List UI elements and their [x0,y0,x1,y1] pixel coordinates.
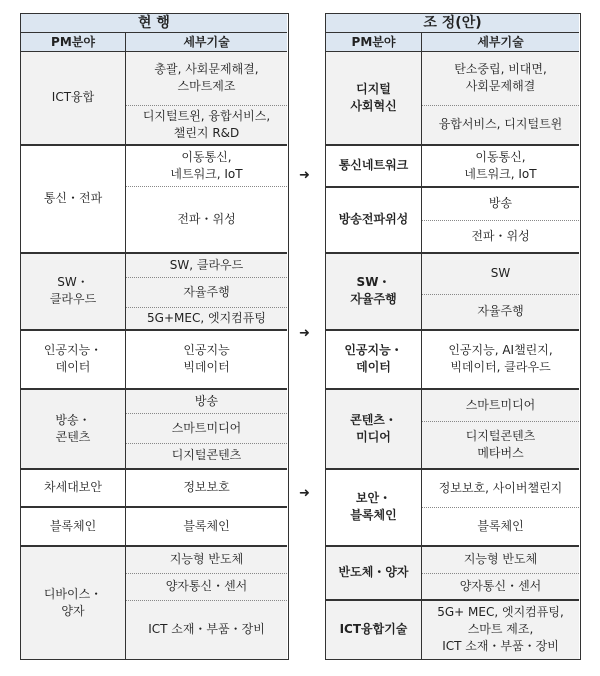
pm-field-cell: 콘텐츠・ 미디어 [326,390,422,470]
tech-cell: 이동통신, 네트워크, IoT [126,146,287,187]
tech-cell: 융합서비스, 디지털트윈 [422,106,579,146]
tech-cell: 전파・위성 [126,187,287,254]
tech-cell: 블록체인 [422,508,579,547]
pm-field-cell: 통신・전파 [21,146,126,254]
tech-cell: 양자통신・센서 [422,574,579,601]
tech-cell: 정보보호 [126,470,287,508]
pm-field-cell: 블록체인 [21,508,126,547]
pm-field-cell: 반도체・양자 [326,547,422,601]
proposed-table [325,13,581,660]
pm-field-cell: ICT융합 [21,52,126,146]
tech-cell: 인공지능, AI챌린지, 빅데이터, 클라우드 [422,331,579,390]
current-col-tech: 세부기술 [126,33,287,53]
current-col-pm: PM분야 [21,33,126,53]
arrow-icon: ➜ [299,486,310,501]
proposed-col-tech: 세부기술 [422,33,579,53]
tech-cell: 총괄, 사회문제해결, 스마트제조 [126,52,287,106]
pm-field-cell: 인공지능・ 데이터 [326,331,422,390]
tech-cell: 블록체인 [126,508,287,547]
pm-field-cell: 방송・ 콘텐츠 [21,390,126,470]
proposed-col-pm: PM분야 [326,33,422,53]
tech-cell: SW, 클라우드 [126,254,287,278]
tech-cell: 이동통신, 네트워크, IoT [422,146,579,188]
tech-cell: 인공지능 빅데이터 [126,331,287,390]
tech-cell: 전파・위성 [422,221,579,254]
pm-field-cell: ICT융합기술 [326,601,422,659]
tech-cell: 방송 [126,390,287,414]
tech-cell: 지능형 반도체 [126,547,287,574]
pm-field-cell: SW・ 자율주행 [326,254,422,331]
tech-cell: 스마트미디어 [126,414,287,444]
pm-field-cell: 방송전파위성 [326,188,422,254]
tech-cell: 디지털콘텐츠 [126,444,287,470]
tech-cell: 5G+MEC, 엣지컴퓨팅 [126,308,287,331]
tech-cell: SW [422,254,579,295]
pm-field-cell: 통신네트워크 [326,146,422,188]
tech-cell: 디지털콘텐츠 메타버스 [422,422,579,470]
proposed-title: 조 정(안) [326,14,579,33]
current-title: 현 행 [21,14,287,33]
pm-field-cell: 차세대보안 [21,470,126,508]
pm-field-cell: 보안・ 블록체인 [326,470,422,547]
pm-field-cell: 디바이스・ 양자 [21,547,126,659]
tech-cell: 탄소중립, 비대면, 사회문제해결 [422,52,579,106]
pm-field-cell: 디지털 사회혁신 [326,52,422,146]
tech-cell: 자율주행 [422,295,579,331]
tech-cell: 5G+ MEC, 엣지컴퓨팅, 스마트 제조, ICT 소재・부품・장비 [422,601,579,659]
arrow-icon: ➜ [299,168,310,183]
tech-cell: ICT 소재・부품・장비 [126,601,287,659]
pm-field-cell: SW・ 클라우드 [21,254,126,331]
pm-field-cell: 인공지능・ 데이터 [21,331,126,390]
tech-cell: 디지털트윈, 융합서비스, 챌린지 R&D [126,106,287,146]
tech-cell: 스마트미디어 [422,390,579,422]
tech-cell: 방송 [422,188,579,221]
arrow-icon: ➜ [299,326,310,341]
tech-cell: 정보보호, 사이버챌린지 [422,470,579,508]
tech-cell: 자율주행 [126,278,287,308]
tech-cell: 양자통신・센서 [126,574,287,601]
current-table [20,13,289,660]
tech-cell: 지능형 반도체 [422,547,579,574]
